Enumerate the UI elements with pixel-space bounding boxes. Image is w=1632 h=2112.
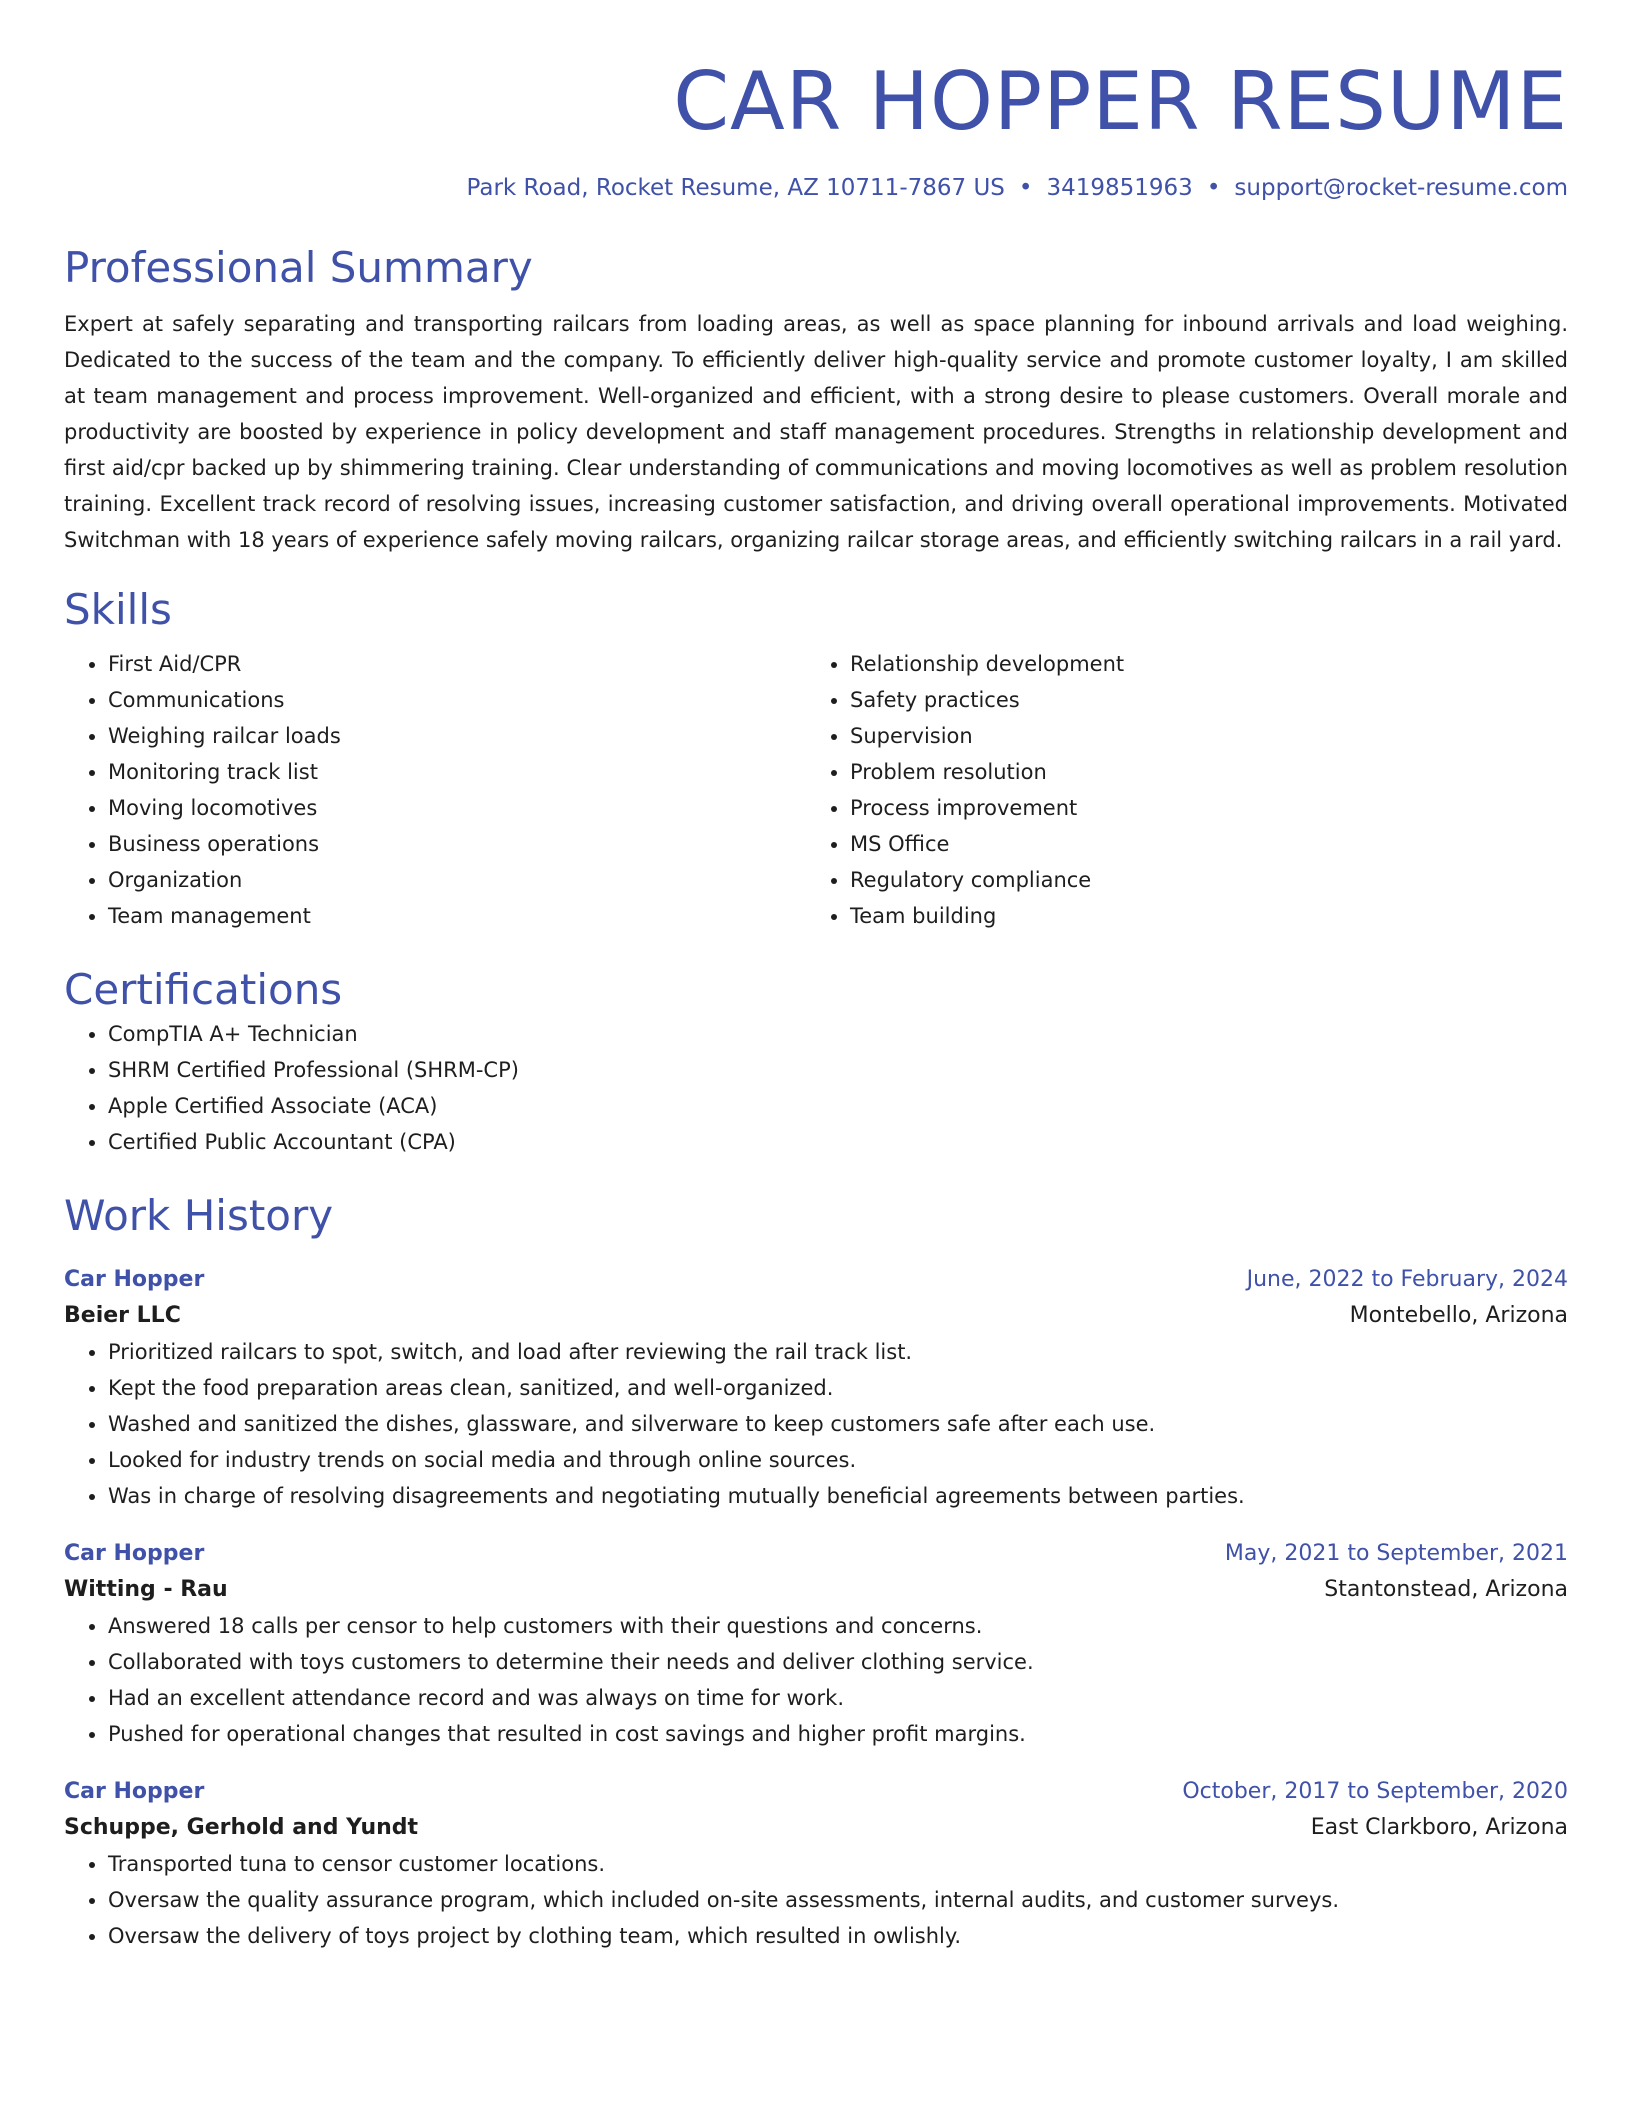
list-item: • Looked for industry trends on social media and through online sources. bbox=[108, 1442, 1568, 1478]
list-item: • Monitoring track list bbox=[108, 754, 806, 790]
job-title: Car Hopper bbox=[64, 1267, 205, 1292]
skills-title: Skills bbox=[64, 585, 172, 634]
list-item: • Washed and sanitized the dishes, glassware, and silverware to keep customers safe after each use. bbox=[108, 1406, 1568, 1442]
job-bullets bbox=[64, 1846, 1568, 1954]
resume-page bbox=[64, 0, 1568, 1954]
phone: 3419851963 bbox=[1046, 175, 1193, 201]
list-item: • Answered 18 calls per censor to help customers with their questions and concerns. bbox=[108, 1608, 1568, 1644]
summary-title: Professional Summary bbox=[64, 243, 533, 292]
job-entry bbox=[64, 1536, 1568, 1752]
list-item: • Process improvement bbox=[850, 790, 1548, 826]
separator: • bbox=[1206, 175, 1221, 201]
email-link[interactable]: support@rocket-resume.com bbox=[1234, 175, 1568, 201]
job-company: Witting - Rau bbox=[64, 1577, 228, 1602]
job-header bbox=[64, 1262, 1568, 1298]
list-item: • Was in charge of resolving disagreements and negotiating mutually beneficial agreements between parties. bbox=[108, 1478, 1568, 1514]
list-item: • Apple Certified Associate (ACA) bbox=[108, 1088, 1568, 1124]
list-item: • Team building bbox=[850, 898, 1548, 934]
job-title: Car Hopper bbox=[64, 1541, 205, 1566]
list-item: • Kept the food preparation areas clean, sanitized, and well-organized. bbox=[108, 1370, 1568, 1406]
job-entry bbox=[64, 1774, 1568, 1954]
job-location: Montebello, Arizona bbox=[1349, 1303, 1568, 1328]
skills-column-right bbox=[806, 646, 1548, 934]
list-item: • Had an excellent attendance record and was always on time for work. bbox=[108, 1680, 1568, 1716]
certifications-title: Certifications bbox=[64, 965, 343, 1014]
list-item: • Collaborated with toys customers to determine their needs and deliver clothing service. bbox=[108, 1644, 1568, 1680]
list-item: • Weighing railcar loads bbox=[108, 718, 806, 754]
job-header bbox=[64, 1536, 1568, 1572]
contact-line bbox=[64, 172, 1568, 204]
job-header bbox=[64, 1774, 1568, 1810]
list-item: • Regulatory compliance bbox=[850, 862, 1548, 898]
list-item: • Business operations bbox=[108, 826, 806, 862]
list-item: • Problem resolution bbox=[850, 754, 1548, 790]
list-item: • Relationship development bbox=[850, 646, 1548, 682]
list-item: • Certified Public Accountant (CPA) bbox=[108, 1124, 1568, 1160]
job-dates: May, 2021 to September, 2021 bbox=[1224, 1541, 1568, 1566]
job-location: East Clarkboro, Arizona bbox=[1310, 1815, 1568, 1840]
job-dates: June, 2022 to February, 2024 bbox=[1246, 1267, 1568, 1292]
summary-text: Expert at safely separating and transporting railcars from loading areas, as well as space planning for inbound arrivals and load weighing. Dedicated to the success of the team and the company. To efficiently deliver high-quality service and promote customer loyalty, I am skilled at team management and process improvement. Well-organized and efficient, with a strong desire to please customers. Overall morale and productivity are boosted by experience in policy development and staff management procedures. Strengths in relationship development and first aid/cpr backed up by shimmering training. Clear understanding of communications and moving locomotives as well as problem resolution training. Excellent track record of resolving issues, increasing customer satisfaction, and driving overall operational improvements. Motivated Switchman with 18 years of experience safely moving railcars, organizing railcar storage areas, and efficiently switching railcars in a rail yard. bbox=[64, 312, 1568, 552]
job-location: Stantonstead, Arizona bbox=[1324, 1577, 1568, 1602]
list-item: • Pushed for operational changes that resulted in cost savings and higher profit margins. bbox=[108, 1716, 1568, 1752]
resume-name: CAR HOPPER RESUME bbox=[673, 55, 1568, 148]
job-bullets bbox=[64, 1334, 1568, 1514]
list-item: • Supervision bbox=[850, 718, 1548, 754]
list-item: • First Aid/CPR bbox=[108, 646, 806, 682]
list-item: • Team management bbox=[108, 898, 806, 934]
separator: • bbox=[1018, 175, 1033, 201]
job-company: Beier LLC bbox=[64, 1303, 181, 1328]
job-subheader bbox=[64, 1572, 1568, 1608]
certifications-list bbox=[64, 1016, 1568, 1160]
list-item: • CompTIA A+ Technician bbox=[108, 1016, 1568, 1052]
job-bullets bbox=[64, 1608, 1568, 1752]
work-history-list bbox=[64, 1262, 1568, 1954]
list-item: • Transported tuna to censor customer locations. bbox=[108, 1846, 1568, 1882]
skills-column-left bbox=[64, 646, 806, 934]
job-company: Schuppe, Gerhold and Yundt bbox=[64, 1815, 419, 1840]
list-item: • Prioritized railcars to spot, switch, and load after reviewing the rail track list. bbox=[108, 1334, 1568, 1370]
list-item: • Communications bbox=[108, 682, 806, 718]
job-subheader bbox=[64, 1298, 1568, 1334]
list-item: • SHRM Certified Professional (SHRM-CP) bbox=[108, 1052, 1568, 1088]
list-item: • Oversaw the delivery of toys project by clothing team, which resulted in owlishly. bbox=[108, 1918, 1568, 1954]
job-dates: October, 2017 to September, 2020 bbox=[1182, 1779, 1568, 1804]
job-entry bbox=[64, 1262, 1568, 1514]
skills-list bbox=[64, 646, 1568, 934]
address: Park Road, Rocket Resume, AZ 10711-7867 US bbox=[466, 175, 1005, 201]
list-item: • Oversaw the quality assurance program, which included on-site assessments, internal audits, and customer surveys. bbox=[108, 1882, 1568, 1918]
job-subheader bbox=[64, 1810, 1568, 1846]
job-title: Car Hopper bbox=[64, 1779, 205, 1804]
list-item: • Moving locomotives bbox=[108, 790, 806, 826]
list-item: • Safety practices bbox=[850, 682, 1548, 718]
list-item: • Organization bbox=[108, 862, 806, 898]
work-history-title: Work History bbox=[64, 1191, 334, 1240]
list-item: • MS Office bbox=[850, 826, 1548, 862]
